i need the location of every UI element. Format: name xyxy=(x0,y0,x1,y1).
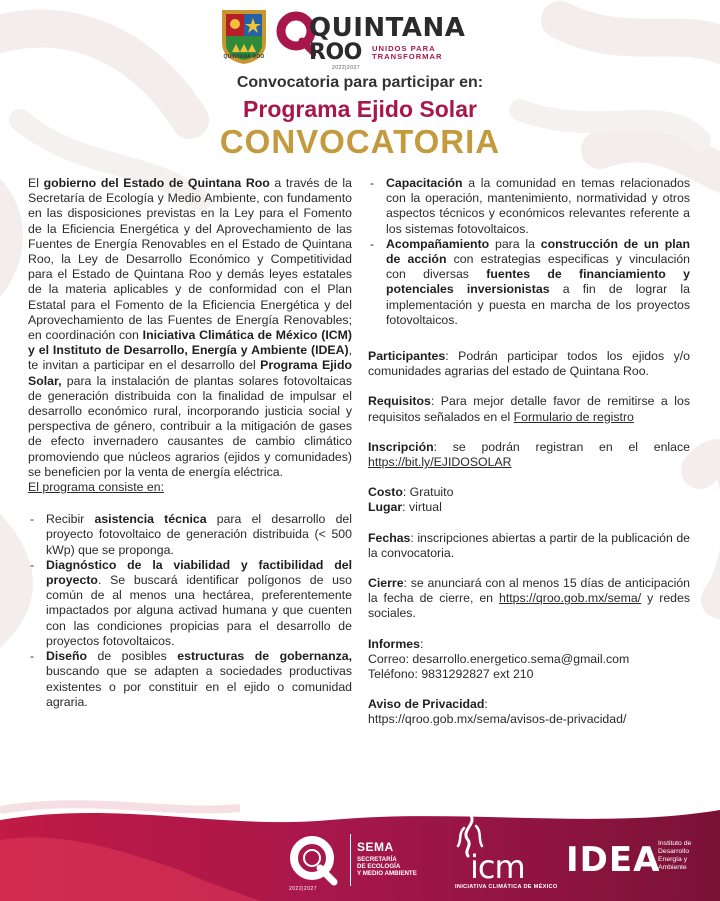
privacidad-label: Aviso de Privacidad xyxy=(368,697,485,712)
costo-section xyxy=(368,485,690,500)
list-item xyxy=(368,176,690,237)
fechas-text: : inscripciones abiertas a partir de la publicación de la convocatoria. xyxy=(368,530,690,560)
idea-sub-1: Instituto de xyxy=(658,840,692,847)
list-item xyxy=(28,512,352,558)
shield-caption: QUINTANA ROO xyxy=(223,54,265,60)
privacy-link[interactable]: https://qroo.gob.mx/sema/avisos-de-privacidad/ xyxy=(368,712,627,727)
item-text: . Se buscará identificar polígonos de uso común de al menos una hectárea, preferentemente impactados por alguna activad humana y que cuenten con las condiciones propicias para el desarrollo de proyectos fotovoltaicos. xyxy=(46,573,352,648)
idea-sub-2: Desarrollo xyxy=(658,848,689,855)
fechas-label: Fechas xyxy=(368,530,411,545)
sema-subtitle xyxy=(357,856,447,877)
intro-text-2: a través de la Secretaría de Ecología y Medio Ambiente, con fundamento en las disposiciones previstas en la Ley para el Fomento de la Eficiencia Energética y del Aprovechamiento de las Fuentes de Energía Renovables en el Estado de Quintana Roo, la Ley de Desarrollo Económico y Competitividad para el Estado de Quintana Roo y demás leyes estatales de la materia aplicables y de conformidad con el Plan Estatal para el Fomento de la Eficiencia Energética y del Aprovechamiento de las Fuentes de Energía Renovables; en coordinación con xyxy=(28,176,352,343)
idea-subtitle xyxy=(658,840,718,872)
inscripcion-text: : se podrán registran en el enlace xyxy=(433,439,690,454)
list-item xyxy=(28,558,352,649)
quintana-roo-wordmark xyxy=(276,9,476,69)
informes-colon: : xyxy=(419,636,424,651)
cierre-section xyxy=(368,576,690,622)
requisitos-label: Requisitos xyxy=(368,394,431,409)
idea-sub-4: Ambiente xyxy=(658,864,687,871)
requisitos-section xyxy=(368,394,690,424)
item-bold: fuentes de financiamiento y potenciales inversionistas xyxy=(386,267,690,297)
informes-section xyxy=(368,637,690,652)
convocatoria-subtitle: Convocatoria para participar en: xyxy=(236,74,484,91)
contact-phone: Teléfono: 9831292827 ext 210 xyxy=(368,667,534,682)
sema-title: SEMA xyxy=(357,840,394,854)
intro-paragraph xyxy=(28,176,352,480)
inscripcion-section xyxy=(368,440,690,470)
sema-sub-2: DE ECOLOGÍA xyxy=(357,863,401,870)
requisitos-text: : Para mejor detalle favor de remitirse a los requisitos señalados en el xyxy=(368,394,690,424)
item-bold: asistencia técnica xyxy=(94,512,207,527)
item-bold: Acompañamiento xyxy=(386,236,490,251)
intro-bold-1: gobierno del Estado de Quintana Roo xyxy=(43,176,270,190)
informes-label: Informes xyxy=(368,636,420,651)
item-bold: construcción de un plan de acción xyxy=(386,236,690,267)
privacidad-section xyxy=(368,697,690,712)
brand-quintana: QUINTANA xyxy=(309,13,466,43)
brand-tagline xyxy=(372,45,442,61)
sema-site-link[interactable]: https://qroo.gob.mx/sema/ xyxy=(498,591,642,606)
item-text: Recibir xyxy=(46,512,95,527)
program-list-left xyxy=(28,512,352,710)
participantes-text: : Podrán participar todos los ejidos y/o comunidades agrarias del estado de Quintana Roo. xyxy=(368,349,690,379)
lugar-text: : virtual xyxy=(402,500,442,515)
item-bold: Diseño xyxy=(46,649,87,664)
item-text: de posibles xyxy=(87,649,178,664)
intro-bold-3: Programa Ejido Solar, xyxy=(28,358,352,388)
qroo-footer-logo xyxy=(286,832,342,888)
header xyxy=(0,0,720,165)
cierre-label: Cierre xyxy=(368,576,404,591)
lugar-label: Lugar xyxy=(368,500,403,515)
fechas-section xyxy=(368,531,690,561)
brand-roo: ROO xyxy=(309,40,362,65)
intro-bold-2: Iniciativa Climática de México (ICM) y el Instituto de Desarrollo, Energía y Ambiente (IDEA) xyxy=(28,328,352,358)
intro-text-1: El xyxy=(28,176,44,190)
sema-sub-3: Y MEDIO AMBIENTE xyxy=(357,870,417,877)
costo-text: : Gratuito xyxy=(402,485,454,500)
icm-text: icm xyxy=(470,848,525,886)
lugar-section xyxy=(368,500,690,515)
brand-tagline-1: UNIDOS PARA xyxy=(372,44,436,53)
item-text: para la xyxy=(489,236,541,251)
participantes-section xyxy=(368,349,690,379)
privacidad-colon: : xyxy=(484,697,488,712)
list-item xyxy=(368,237,690,328)
footer-years: 2022|2027 xyxy=(289,886,318,892)
cierre-text-2: y redes sociales. xyxy=(368,591,690,621)
program-title: Programa Ejido Solar xyxy=(243,96,477,122)
footer-logos xyxy=(0,800,720,901)
cierre-text: : se anunciará con al menos 15 días de anticipación la fecha de cierre, en xyxy=(368,576,690,606)
idea-sub-3: Energía y xyxy=(658,856,688,863)
registration-form-link[interactable]: Formulario de registro xyxy=(513,409,634,424)
program-list-right xyxy=(368,176,690,328)
intro-text-4: para la instalación de plantas solares fotovoltaicas de generación distribuida con la finalidad de impulsar el desarrollo económico rural, incorporando justicia social y perspectiva de género, contribuir a la mitigación de gases de efecto invernadero causantes de cambio climático promoviendo que núcleos agrarios (ejidos y comunidades) se beneficien por la venta de energía eléctrica. xyxy=(28,373,352,479)
item-text: buscando que se adapten a sociedades productivas existentes o por constituir en el ejido o comunidad agraria. xyxy=(46,664,352,709)
idea-logo-text: IDEA xyxy=(566,840,661,880)
item-text: con estrategias especificas y vinculación con diversas xyxy=(386,252,691,282)
consists-heading: El programa consiste en: xyxy=(28,480,165,495)
inscripcion-label: Inscripción xyxy=(368,439,434,454)
intro-text-3: , te invitan a participar en el desarrollo del xyxy=(28,343,352,373)
item-text: a fin de lograr la implementación y puesta en marcha de los proyectos fotovoltaicos. xyxy=(386,282,690,327)
item-bold: Diagnóstico de la viabilidad y factibilidad del proyecto xyxy=(46,557,352,588)
sema-sub-1: SECRETARÍA xyxy=(357,856,397,863)
participantes-label: Participantes xyxy=(368,349,446,364)
item-text: a la comunidad en temas relacionados con la operación, mantenimiento, normatividad y otros aspectos técnicos y económicos relevantes referente a los sistemas fotovoltaicos. xyxy=(386,176,690,236)
costo-label: Costo xyxy=(368,485,403,500)
item-text: para el desarrollo del proyecto fotovoltaico de generación distribuida (< 500 kWp) que se proponga. xyxy=(46,512,352,557)
contact-email[interactable]: Correo: desarrollo.energetico.sema@gmail.com xyxy=(368,651,630,666)
footer-divider xyxy=(350,834,351,886)
brand-tagline-2: TRANSFORMAR xyxy=(372,52,443,61)
left-column xyxy=(28,176,352,710)
item-bold: Capacitación xyxy=(386,176,463,190)
brand-years: 2022|2027 xyxy=(332,65,361,71)
right-column xyxy=(368,176,690,728)
list-item xyxy=(28,649,352,710)
icm-subtitle: INICIATIVA CLIMÁTICA DE MÉXICO xyxy=(455,884,558,890)
item-bold: estructuras de gobernanza, xyxy=(177,649,352,664)
main-title: CONVOCATORIA xyxy=(219,123,501,160)
signup-link[interactable]: https://bit.ly/EJIDOSOLAR xyxy=(368,455,512,470)
